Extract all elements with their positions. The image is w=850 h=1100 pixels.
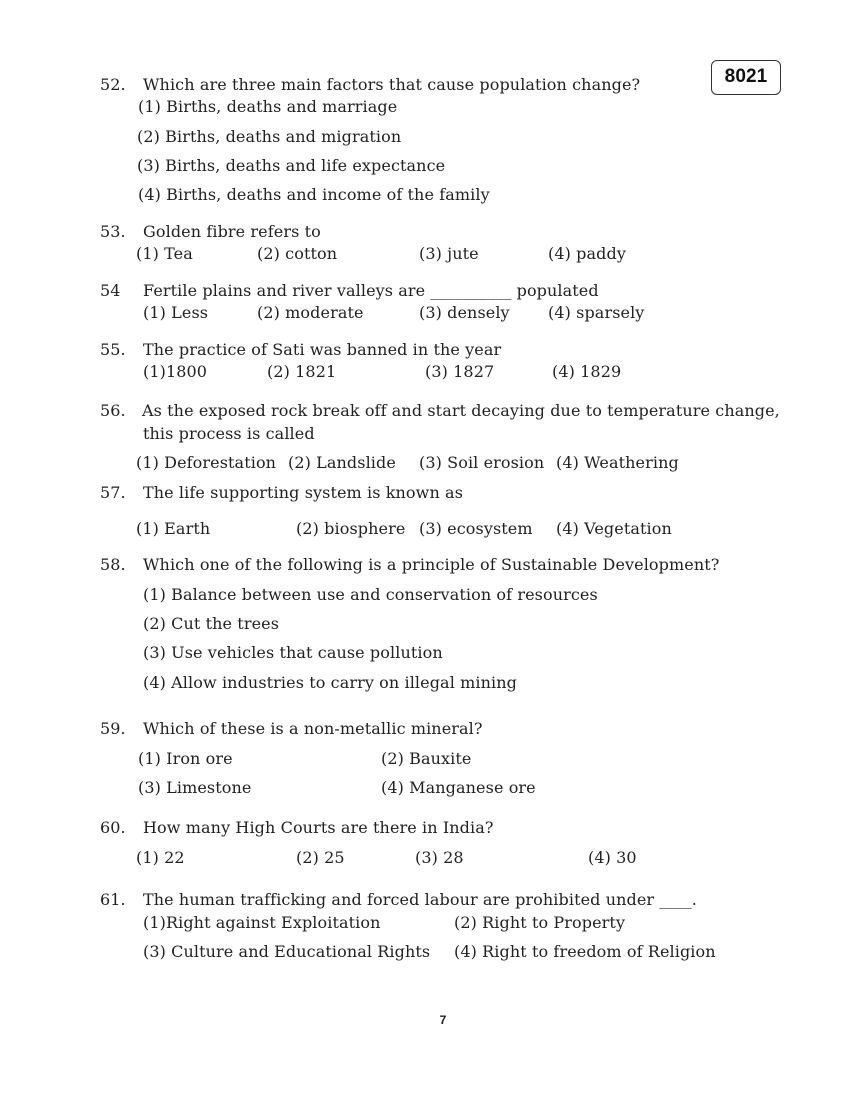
option-3: (3) Culture and Educational Rights bbox=[143, 942, 431, 961]
option-1: (1)1800 bbox=[143, 362, 208, 381]
question-text: How many High Courts are there in India? bbox=[143, 818, 494, 837]
question-number: 60. bbox=[100, 818, 126, 837]
page-number: 7 bbox=[439, 1013, 447, 1027]
option-1: (1) Iron ore bbox=[138, 749, 233, 768]
option-3: (3) Use vehicles that cause pollution bbox=[143, 643, 443, 662]
question-number: 56. bbox=[100, 401, 126, 420]
question-number: 52. bbox=[100, 75, 126, 94]
question-number: 53. bbox=[100, 222, 126, 241]
option-4: (4) paddy bbox=[548, 244, 626, 263]
question-text: The human trafficking and forced labour are prohibited under ____. bbox=[143, 890, 697, 909]
option-4: (4) 1829 bbox=[552, 362, 622, 381]
question-text: The life supporting system is known as bbox=[143, 483, 464, 502]
question-number: 55. bbox=[100, 340, 126, 359]
option-4: (4) Weathering bbox=[556, 453, 679, 472]
question-number: 57. bbox=[100, 483, 126, 502]
option-1: (1) Tea bbox=[136, 244, 193, 263]
option-1: (1) Deforestation bbox=[136, 453, 277, 472]
question-text: The practice of Sati was banned in the year bbox=[143, 340, 502, 359]
option-3: (3) Soil erosion bbox=[419, 453, 545, 472]
option-2: (2) Bauxite bbox=[381, 749, 472, 768]
paper-code-badge: 8021 bbox=[711, 60, 781, 95]
option-2: (2) 25 bbox=[296, 848, 345, 867]
option-4: (4) Allow industries to carry on illegal mining bbox=[143, 673, 517, 692]
question-number: 58. bbox=[100, 555, 126, 574]
option-1: (1) 22 bbox=[136, 848, 185, 867]
question-number: 59. bbox=[100, 719, 126, 738]
option-4: (4) 30 bbox=[588, 848, 637, 867]
option-4: (4) sparsely bbox=[548, 303, 645, 322]
option-3: (3) ecosystem bbox=[419, 519, 533, 538]
option-2: (2) 1821 bbox=[267, 362, 337, 381]
option-3: (3) 28 bbox=[415, 848, 464, 867]
option-4: (4) Births, deaths and income of the family bbox=[138, 185, 490, 204]
option-3: (3) jute bbox=[419, 244, 479, 263]
option-3: (3) Limestone bbox=[138, 778, 252, 797]
option-1: (1) Less bbox=[143, 303, 209, 322]
option-4: (4) Right to freedom of Religion bbox=[454, 942, 716, 961]
question-number: 61. bbox=[100, 890, 126, 909]
option-2: (2) Landslide bbox=[288, 453, 396, 472]
option-1: (1) Balance between use and conservation of resources bbox=[143, 585, 598, 604]
question-text-continued: this process is called bbox=[143, 424, 315, 443]
option-1: (1) Earth bbox=[136, 519, 211, 538]
option-1: (1)Right against Exploitation bbox=[143, 913, 381, 932]
question-text: As the exposed rock break off and start decaying due to temperature change, bbox=[142, 401, 780, 420]
question-number: 54 bbox=[100, 281, 121, 300]
option-2: (2) cotton bbox=[257, 244, 338, 263]
option-3: (3) Births, deaths and life expectance bbox=[137, 156, 446, 175]
option-4: (4) Vegetation bbox=[556, 519, 672, 538]
option-4: (4) Manganese ore bbox=[381, 778, 536, 797]
option-2: (2) biosphere bbox=[296, 519, 406, 538]
question-text: Golden fibre refers to bbox=[143, 222, 321, 241]
question-text: Which of these is a non-metallic mineral? bbox=[143, 719, 483, 738]
option-2: (2) moderate bbox=[257, 303, 364, 322]
question-text: Which one of the following is a principle of Sustainable Development? bbox=[143, 555, 720, 574]
option-3: (3) 1827 bbox=[425, 362, 495, 381]
option-2: (2) Right to Property bbox=[454, 913, 626, 932]
question-text: Which are three main factors that cause population change? bbox=[143, 75, 641, 94]
option-1: (1) Births, deaths and marriage bbox=[138, 97, 398, 116]
option-2: (2) Cut the trees bbox=[143, 614, 280, 633]
question-text: Fertile plains and river valleys are __________ populated bbox=[143, 281, 599, 300]
option-3: (3) densely bbox=[419, 303, 510, 322]
option-2: (2) Births, deaths and migration bbox=[137, 127, 402, 146]
